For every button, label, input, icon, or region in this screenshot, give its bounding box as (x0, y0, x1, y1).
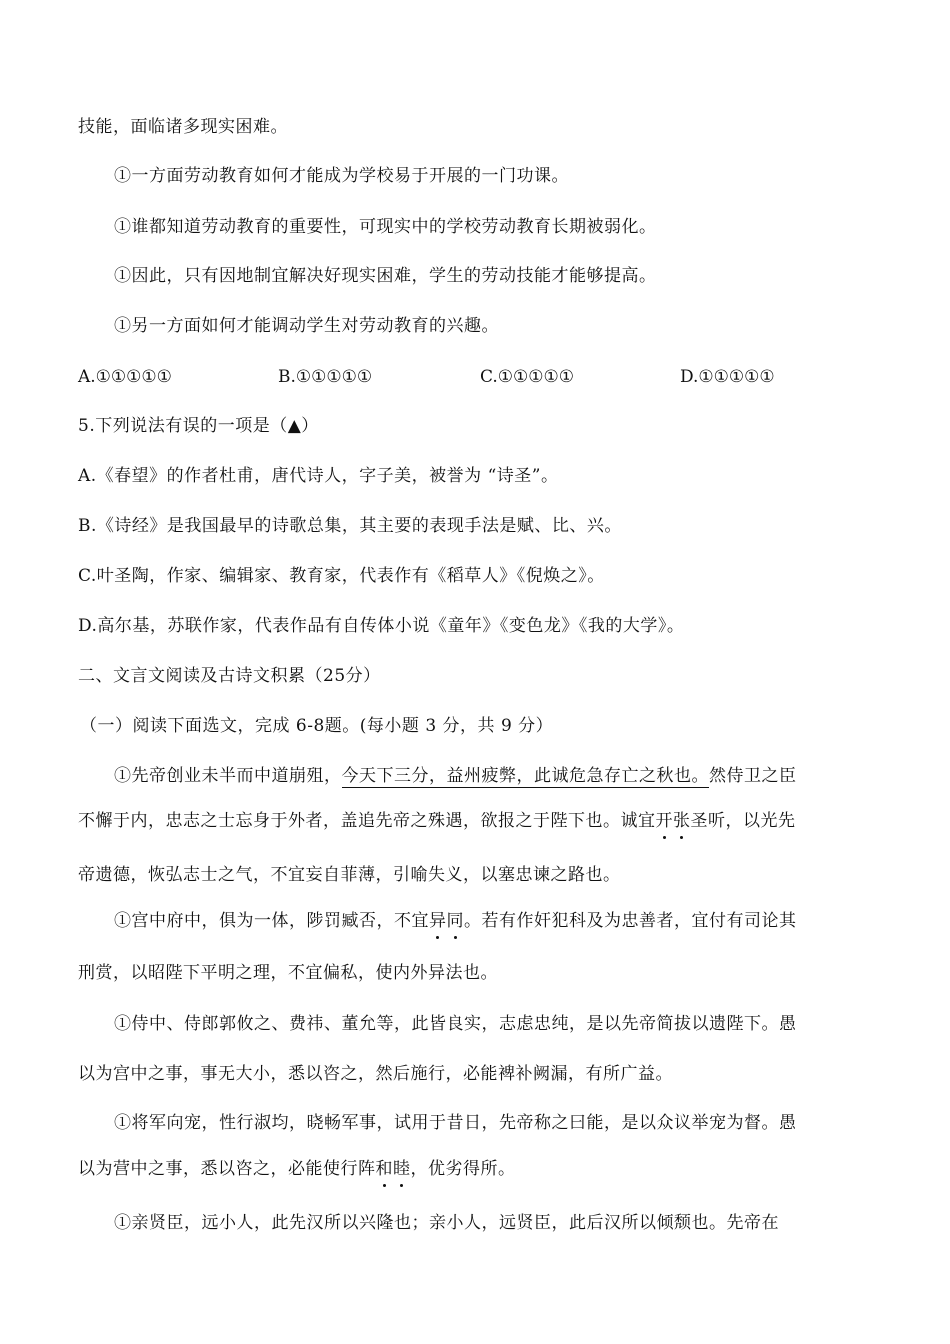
text-segment: ①宫中府中，俱为一体，陟罚臧否，不宜 (114, 911, 429, 931)
sentence-1: ①一方面劳动教育如何才能成为学校易于开展的一门功课。 (114, 166, 569, 186)
text-segment: ，优劣得所。 (410, 1159, 516, 1179)
sentence-3: ①因此，只有因地制宜解决好现实困难，学生的劳动技能才能够提高。 (114, 266, 657, 286)
passage-para-1-line-3: 帝遗德，恢弘志士之气，不宜妄自菲薄，引喻失义，以塞忠谏之路也。 (78, 865, 621, 885)
emphasis-char: 睦 (393, 1159, 411, 1179)
text-segment: 然侍卫之臣 (709, 766, 797, 786)
sentence-2: ①谁都知道劳动教育的重要性，可现实中的学校劳动教育长期被弱化。 (114, 217, 657, 237)
passage-para-5-line-1: ①亲贤臣，远小人，此先汉所以兴隆也；亲小人，远贤臣，此后汉所以倾颓也。先帝在 (114, 1213, 779, 1233)
text-segment: 以为营中之事，悉以咨之，必能使行阵 (78, 1159, 376, 1179)
question-5-stem: 5.下列说法有误的一项是（▲） (78, 416, 319, 436)
emphasis-char: 异 (429, 911, 447, 931)
text-segment: 不懈于内，忠志之士忘身于外者，盖追先帝之殊遇，欲报之于陛下也。诚宜 (78, 811, 656, 831)
sentence-4: ①另一方面如何才能调动学生对劳动教育的兴趣。 (114, 316, 499, 336)
option-d[interactable]: D.①①①①① (680, 367, 775, 387)
passage-para-2-line-1 (114, 910, 797, 932)
option-c[interactable]: C.①①①①① (480, 367, 575, 387)
question-5-option-d[interactable]: D.高尔基，苏联作家，代表作品有自传体小说《童年》《变色龙》《我的大学》。 (78, 616, 685, 636)
passage-para-1-line-2 (78, 810, 796, 832)
question-5-option-b[interactable]: B.《诗经》是我国最早的诗歌总集，其主要的表现手法是赋、比、兴。 (78, 516, 622, 536)
emphasis-char: 张 (673, 811, 691, 831)
text-segment: 。若有作奸犯科及为忠善者，宜付有司论其 (464, 911, 797, 931)
passage-para-3-line-1: ①侍中、侍郎郭攸之、费祎、董允等，此皆良实，志虑忠纯，是以先帝简拔以遗陛下。愚 (114, 1014, 797, 1034)
option-b[interactable]: B.①①①①① (278, 367, 373, 387)
subsection-heading: （一）阅读下面选文，完成 6-8题。(每小题 3 分，共 9 分） (80, 716, 554, 736)
text-segment: 圣听，以光先 (690, 811, 796, 831)
text-line: 技能，面临诸多现实困难。 (78, 117, 288, 137)
emphasis-char: 开 (655, 811, 673, 831)
passage-para-2-line-2: 刑赏，以昭陛下平明之理，不宜偏私，使内外异法也。 (78, 963, 498, 983)
question-5-option-a[interactable]: A.《春望》的作者杜甫，唐代诗人，字子美，被誉为 “诗圣”。 (78, 466, 559, 486)
question-5-option-c[interactable]: C.叶圣陶，作家、编辑家、教育家，代表作有《稻草人》《倪焕之》。 (78, 566, 605, 586)
text-segment: ①先帝创业未半而中道崩殂， (114, 766, 342, 786)
underlined-sentence: 今天下三分，益州疲弊，此诚危急存亡之秋也。 (341, 766, 709, 786)
passage-para-3-line-2: 以为宫中之事，事无大小，悉以咨之，然后施行，必能裨补阙漏，有所广益。 (78, 1064, 673, 1084)
passage-para-1-line-1 (114, 765, 797, 787)
emphasis-char: 和 (375, 1159, 393, 1179)
passage-para-4-line-2 (78, 1158, 516, 1180)
option-a[interactable]: A.①①①①① (78, 367, 172, 387)
section-heading: 二、文言文阅读及古诗文积累（25分） (78, 666, 381, 686)
passage-para-4-line-1: ①将军向宠，性行淑均，晓畅军事，试用于昔日，先帝称之曰能，是以众议举宠为督。愚 (114, 1113, 797, 1133)
emphasis-char: 同 (446, 911, 464, 931)
